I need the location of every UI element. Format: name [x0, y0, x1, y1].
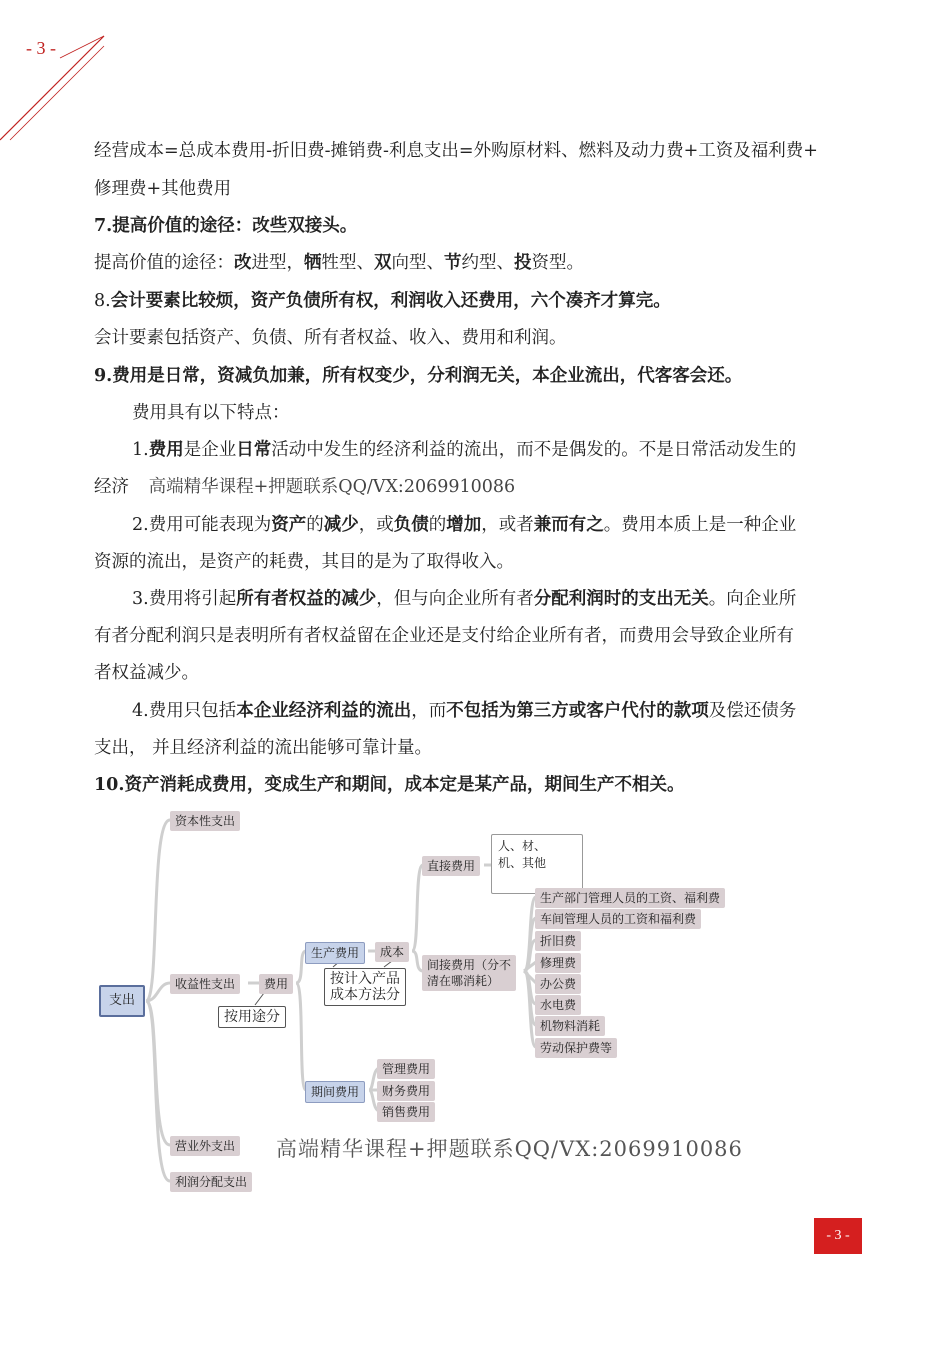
text: 日常 [236, 440, 272, 460]
text: ，而 [411, 701, 447, 721]
text: 按计入产品 [330, 971, 400, 987]
text: 约型、 [461, 253, 514, 273]
mindmap-node-indirect-item: 机物料消耗 [535, 1016, 605, 1036]
text: 本企业经济利益的流出 [236, 701, 412, 721]
paragraph-line: 经营成本=总成本费用-折旧费-摊销费-利息支出=外购原材料、燃料及动力费+工资及福利费+ [94, 141, 818, 161]
text: ，或者 [481, 515, 534, 535]
item-3-line-2: 有者分配利润只是表明所有者权益留在企业还是支付给企业所有者，而费用会导致企业所有 [94, 626, 794, 646]
mindmap-node-period-fee: 期间费用 [305, 1081, 365, 1103]
mindmap-label-cost-method [324, 968, 406, 1006]
text: 活动中发生的经济利益的流出，而不是偶发的。不是日常活动发生的 [271, 440, 797, 460]
mindmap-label-by-use: 按用途分 [218, 1006, 286, 1028]
mindmap-node-direct: 直接费用 [422, 856, 480, 876]
paragraph-line: 会计要素包括资产、负债、所有者权益、收入、费用和利润。 [94, 328, 567, 348]
text: 2.费用可能表现为 [132, 515, 272, 535]
mindmap-node-revenue: 收益性支出 [170, 974, 240, 994]
watermark-text: 高端精华课程+押题联系QQ/VX:2069910086 [276, 1137, 743, 1161]
mindmap-node-indirect-item: 修理费 [535, 953, 581, 973]
text: 牺 [304, 253, 322, 273]
text: 所有者权益的减少 [236, 589, 377, 609]
mindmap-node-nonop: 营业外支出 [170, 1136, 240, 1156]
text: ，但与向企业所有者 [376, 589, 534, 609]
text: 。向企业所 [708, 589, 797, 609]
text: 减少 [323, 515, 359, 535]
text: 增加 [446, 515, 482, 535]
item-2-line-2: 资源的流出，是资产的耗费，其目的是为了取得收入。 [94, 552, 514, 572]
text: 投 [514, 253, 532, 273]
mindmap-root: 支出 [99, 985, 145, 1017]
item-3-line-3: 者权益减少。 [94, 663, 199, 683]
text: 进型， [251, 253, 304, 273]
mindmap-node-indirect-item: 办公费 [535, 974, 581, 994]
mindmap-node-indirect-item: 折旧费 [535, 931, 581, 951]
mindmap-node-period-item: 管理费用 [377, 1059, 435, 1079]
text: 成本方法分 [330, 987, 400, 1003]
text: 机、其他 [498, 856, 547, 870]
text: 负债 [393, 515, 429, 535]
mindmap-node-period-item: 财务费用 [377, 1081, 435, 1101]
text: 经济 [94, 477, 129, 497]
mindmap-node-capital: 资本性支出 [170, 811, 240, 831]
mindmap-node-indirect-item: 生产部门管理人员的工资、福利费 [535, 888, 725, 908]
text: 3.费用将引起 [132, 589, 237, 609]
text: 提高价值的途径： [94, 253, 234, 273]
text: 节 [444, 253, 462, 273]
text: 。费用本质上是一种企业 [603, 515, 797, 535]
mindmap-node-indirect [422, 955, 516, 991]
heading-9: 9.费用是日常，资减负加兼，所有权变少，分利润无关，本企业流出，代客客会还。 [94, 366, 743, 386]
text: 资产 [271, 515, 307, 535]
paragraph-line: 费用具有以下特点： [132, 403, 290, 423]
mindmap-node-period-item: 销售费用 [377, 1102, 435, 1122]
mindmap-node-prod-fee: 生产费用 [305, 942, 365, 964]
mindmap-node-indirect-item: 水电费 [535, 995, 581, 1015]
text: 8. [94, 291, 111, 311]
mindmap-node-direct-items [491, 834, 583, 894]
mindmap-node-indirect-item: 车间管理人员的工资和福利费 [535, 909, 701, 929]
text: 资型。 [531, 253, 584, 273]
text: 的 [428, 515, 447, 535]
paragraph-line: 修理费+其他费用 [94, 179, 232, 199]
text: 1. [132, 440, 149, 460]
mindmap-node-indirect-item: 劳动保护费等 [535, 1038, 617, 1058]
text: 人、材、 [498, 839, 547, 853]
heading-10: 10.资产消耗成费用，变成生产和期间，成本定是某产品，期间生产不相关。 [94, 775, 685, 795]
text: 是企业 [183, 440, 237, 460]
text: 牲型、 [321, 253, 374, 273]
page-number-top: - 3 - [26, 38, 56, 58]
watermark-text: 高端精华课程+押题联系QQ/VX:2069910086 [148, 477, 516, 497]
mindmap-node-fee: 费用 [259, 974, 293, 994]
page-number-bottom: - 3 - [814, 1218, 862, 1254]
text: 会计要素比较烦，资产负债所有权，利润收入还费用，六个凑齐才算完。 [110, 291, 671, 311]
text: 兼而有之 [533, 515, 604, 535]
text: 分配利润时的支出无关 [533, 589, 709, 609]
text: 双 [374, 253, 392, 273]
text: 向型、 [391, 253, 444, 273]
mindmap-node-profit: 利润分配支出 [170, 1172, 252, 1192]
heading-7: 7.提高价值的途径：改些双接头。 [94, 216, 358, 236]
text: 的 [306, 515, 324, 535]
text: 清在哪消耗） [427, 974, 500, 988]
text: ，或 [358, 515, 394, 535]
text: 4.费用只包括 [132, 701, 237, 721]
text: 间接费用（分不 [427, 958, 512, 972]
item-4-line-2: 支出， 并且经济利益的流出能够可靠计量。 [94, 738, 433, 758]
text: 费用 [148, 440, 184, 460]
mindmap-node-cost: 成本 [375, 942, 409, 962]
text: 不包括为第三方或客户代付的款项 [446, 701, 709, 721]
text: 改 [234, 253, 252, 273]
text: 及偿还债务 [708, 701, 797, 721]
